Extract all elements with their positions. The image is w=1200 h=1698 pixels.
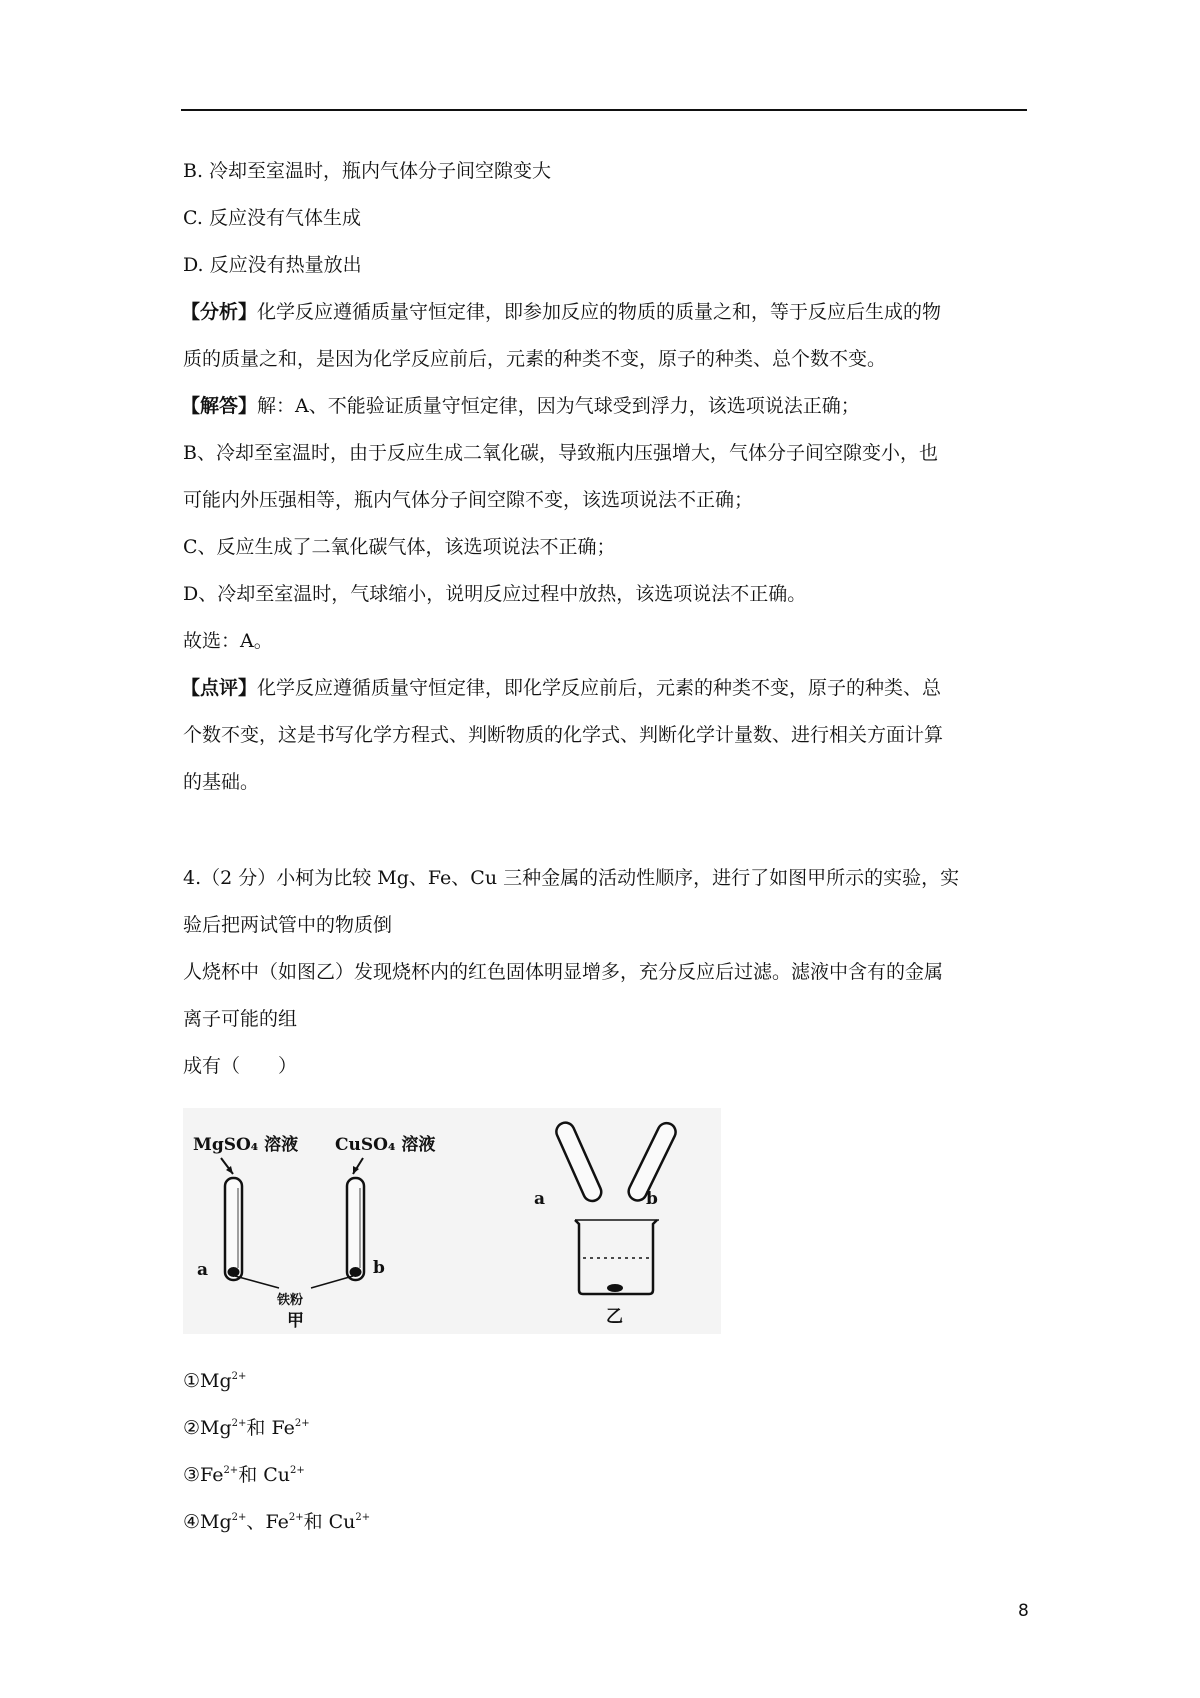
- experiment-diagram: [183, 1108, 721, 1334]
- choice-4: [183, 1509, 370, 1535]
- choice-1: [183, 1368, 246, 1394]
- test-tube-b: [347, 1178, 364, 1280]
- iron-powder-b: [350, 1267, 362, 1277]
- analysis-line-2: 质的质量之和，是因为化学反应前后，元素的种类不变，原子的种类、总个数不变。: [183, 348, 887, 370]
- comment-text: 化学反应遵循质量守恒定律，即化学反应前后，元素的种类不变，原子的种类、总: [257, 677, 942, 699]
- mgso4-label: MgSO₄ 溶液: [193, 1135, 299, 1155]
- choice-3-mark: ③: [183, 1464, 201, 1486]
- choice-2-ion-1: Mg: [200, 1417, 232, 1439]
- answer-text: 解：A、不能验证质量守恒定律，因为气球受到浮力，该选项说法正确；: [257, 395, 860, 417]
- comment-line-2: 个数不变，这是书写化学方程式、判断物质的化学式、判断化学计量数、进行相关方面计算: [183, 724, 944, 746]
- tube-label-b: b: [373, 1258, 385, 1278]
- choice-1-charge: 2+: [231, 1371, 247, 1382]
- comment-tag: 【点评】: [181, 677, 258, 699]
- header-rule: [181, 109, 1027, 111]
- answer-conclusion: 故选：A。: [183, 630, 273, 652]
- answer-line-b2: 可能内外压强相等，瓶内气体分子间空隙不变，该选项说法不正确；: [183, 489, 754, 511]
- option-c-text: C. 反应没有气体生成: [183, 207, 361, 229]
- choice-4-sep-1: 、: [246, 1511, 266, 1533]
- choice-4-ion-2: Fe: [265, 1511, 289, 1533]
- answer-line-1: [181, 393, 860, 419]
- choice-3: [183, 1462, 305, 1488]
- analysis-line-1: [181, 299, 941, 325]
- choice-3-ion-2: Cu: [263, 1464, 291, 1486]
- choice-4-mark: ④: [183, 1511, 201, 1533]
- choice-2-ion-2: Fe: [271, 1417, 295, 1439]
- question-4-line-2: 验后把两试管中的物质倒: [183, 914, 393, 936]
- beaker-label-b: b: [646, 1189, 658, 1209]
- tilted-tube-a: [554, 1120, 605, 1204]
- choice-2: [183, 1415, 310, 1441]
- choice-4-charge-3: 2+: [355, 1512, 371, 1523]
- answer-line-d: D、冷却至室温时，气球缩小，说明反应过程中放热，该选项说法不正确。: [183, 583, 807, 605]
- question-4-line-1: 4.（2 分）小柯为比较 Mg、Fe、Cu 三种金属的活动性顺序，进行了如图甲所示的实验，实: [183, 867, 960, 889]
- choice-2-charge-2: 2+: [294, 1418, 310, 1429]
- answer-line-c: C、反应生成了二氧化碳气体，该选项说法不正确；: [183, 536, 616, 558]
- choice-2-mark: ②: [183, 1417, 201, 1439]
- pointer-a: [235, 1276, 279, 1288]
- choice-4-ion-3: Cu: [328, 1511, 356, 1533]
- question-4-line-4: 离子可能的组: [183, 1008, 298, 1030]
- red-solid: [607, 1284, 623, 1292]
- option-b-text: B. 冷却至室温时，瓶内气体分子间空隙变大: [183, 160, 552, 182]
- tube-label-a: a: [197, 1260, 209, 1280]
- choice-2-charge-1: 2+: [231, 1418, 247, 1429]
- caption-jia: 甲: [287, 1311, 304, 1331]
- iron-powder-a: [228, 1267, 240, 1277]
- question-4-line-5: 成有（ ）: [183, 1055, 298, 1077]
- choice-3-sep: 和: [238, 1464, 264, 1486]
- beaker-label-a: a: [534, 1189, 546, 1209]
- comment-line-3: 的基础。: [183, 771, 260, 793]
- analysis-text: 化学反应遵循质量守恒定律，即参加反应的物质的质量之和，等于反应后生成的物: [257, 301, 942, 323]
- choice-4-charge-2: 2+: [288, 1512, 304, 1523]
- page-number: 8: [1018, 1601, 1029, 1621]
- cuso4-label: CuSO₄ 溶液: [335, 1135, 436, 1155]
- beaker: [575, 1220, 657, 1294]
- answer-line-b1: B、冷却至室温时，由于反应生成二氧化碳，导致瓶内压强增大，气体分子间空隙变小，也: [183, 442, 938, 464]
- choice-4-charge-1: 2+: [231, 1512, 247, 1523]
- choice-4-ion-1: Mg: [200, 1511, 232, 1533]
- choice-1-mark: ①: [183, 1370, 201, 1392]
- caption-yi: 乙: [606, 1307, 623, 1327]
- answer-tag: 【解答】: [181, 395, 258, 417]
- comment-line-1: [181, 675, 941, 701]
- choice-2-sep: 和: [246, 1417, 272, 1439]
- analysis-tag: 【分析】: [181, 301, 258, 323]
- choice-4-sep-2: 和: [303, 1511, 329, 1533]
- pointer-b: [311, 1276, 353, 1288]
- test-tube-a: [225, 1178, 242, 1280]
- question-4-line-3: 人烧杯中（如图乙）发现烧杯内的红色固体明显增多，充分反应后过滤。滤液中含有的金属: [183, 961, 944, 983]
- iron-powder-label: 铁粉: [277, 1293, 304, 1308]
- option-d-text: D. 反应没有热量放出: [183, 254, 362, 276]
- choice-1-ion: Mg: [200, 1370, 232, 1392]
- choice-3-ion-1: Fe: [200, 1464, 224, 1486]
- choice-3-charge-2: 2+: [290, 1465, 305, 1476]
- choice-3-charge-1: 2+: [223, 1465, 239, 1476]
- experiment-figure: [183, 1108, 721, 1334]
